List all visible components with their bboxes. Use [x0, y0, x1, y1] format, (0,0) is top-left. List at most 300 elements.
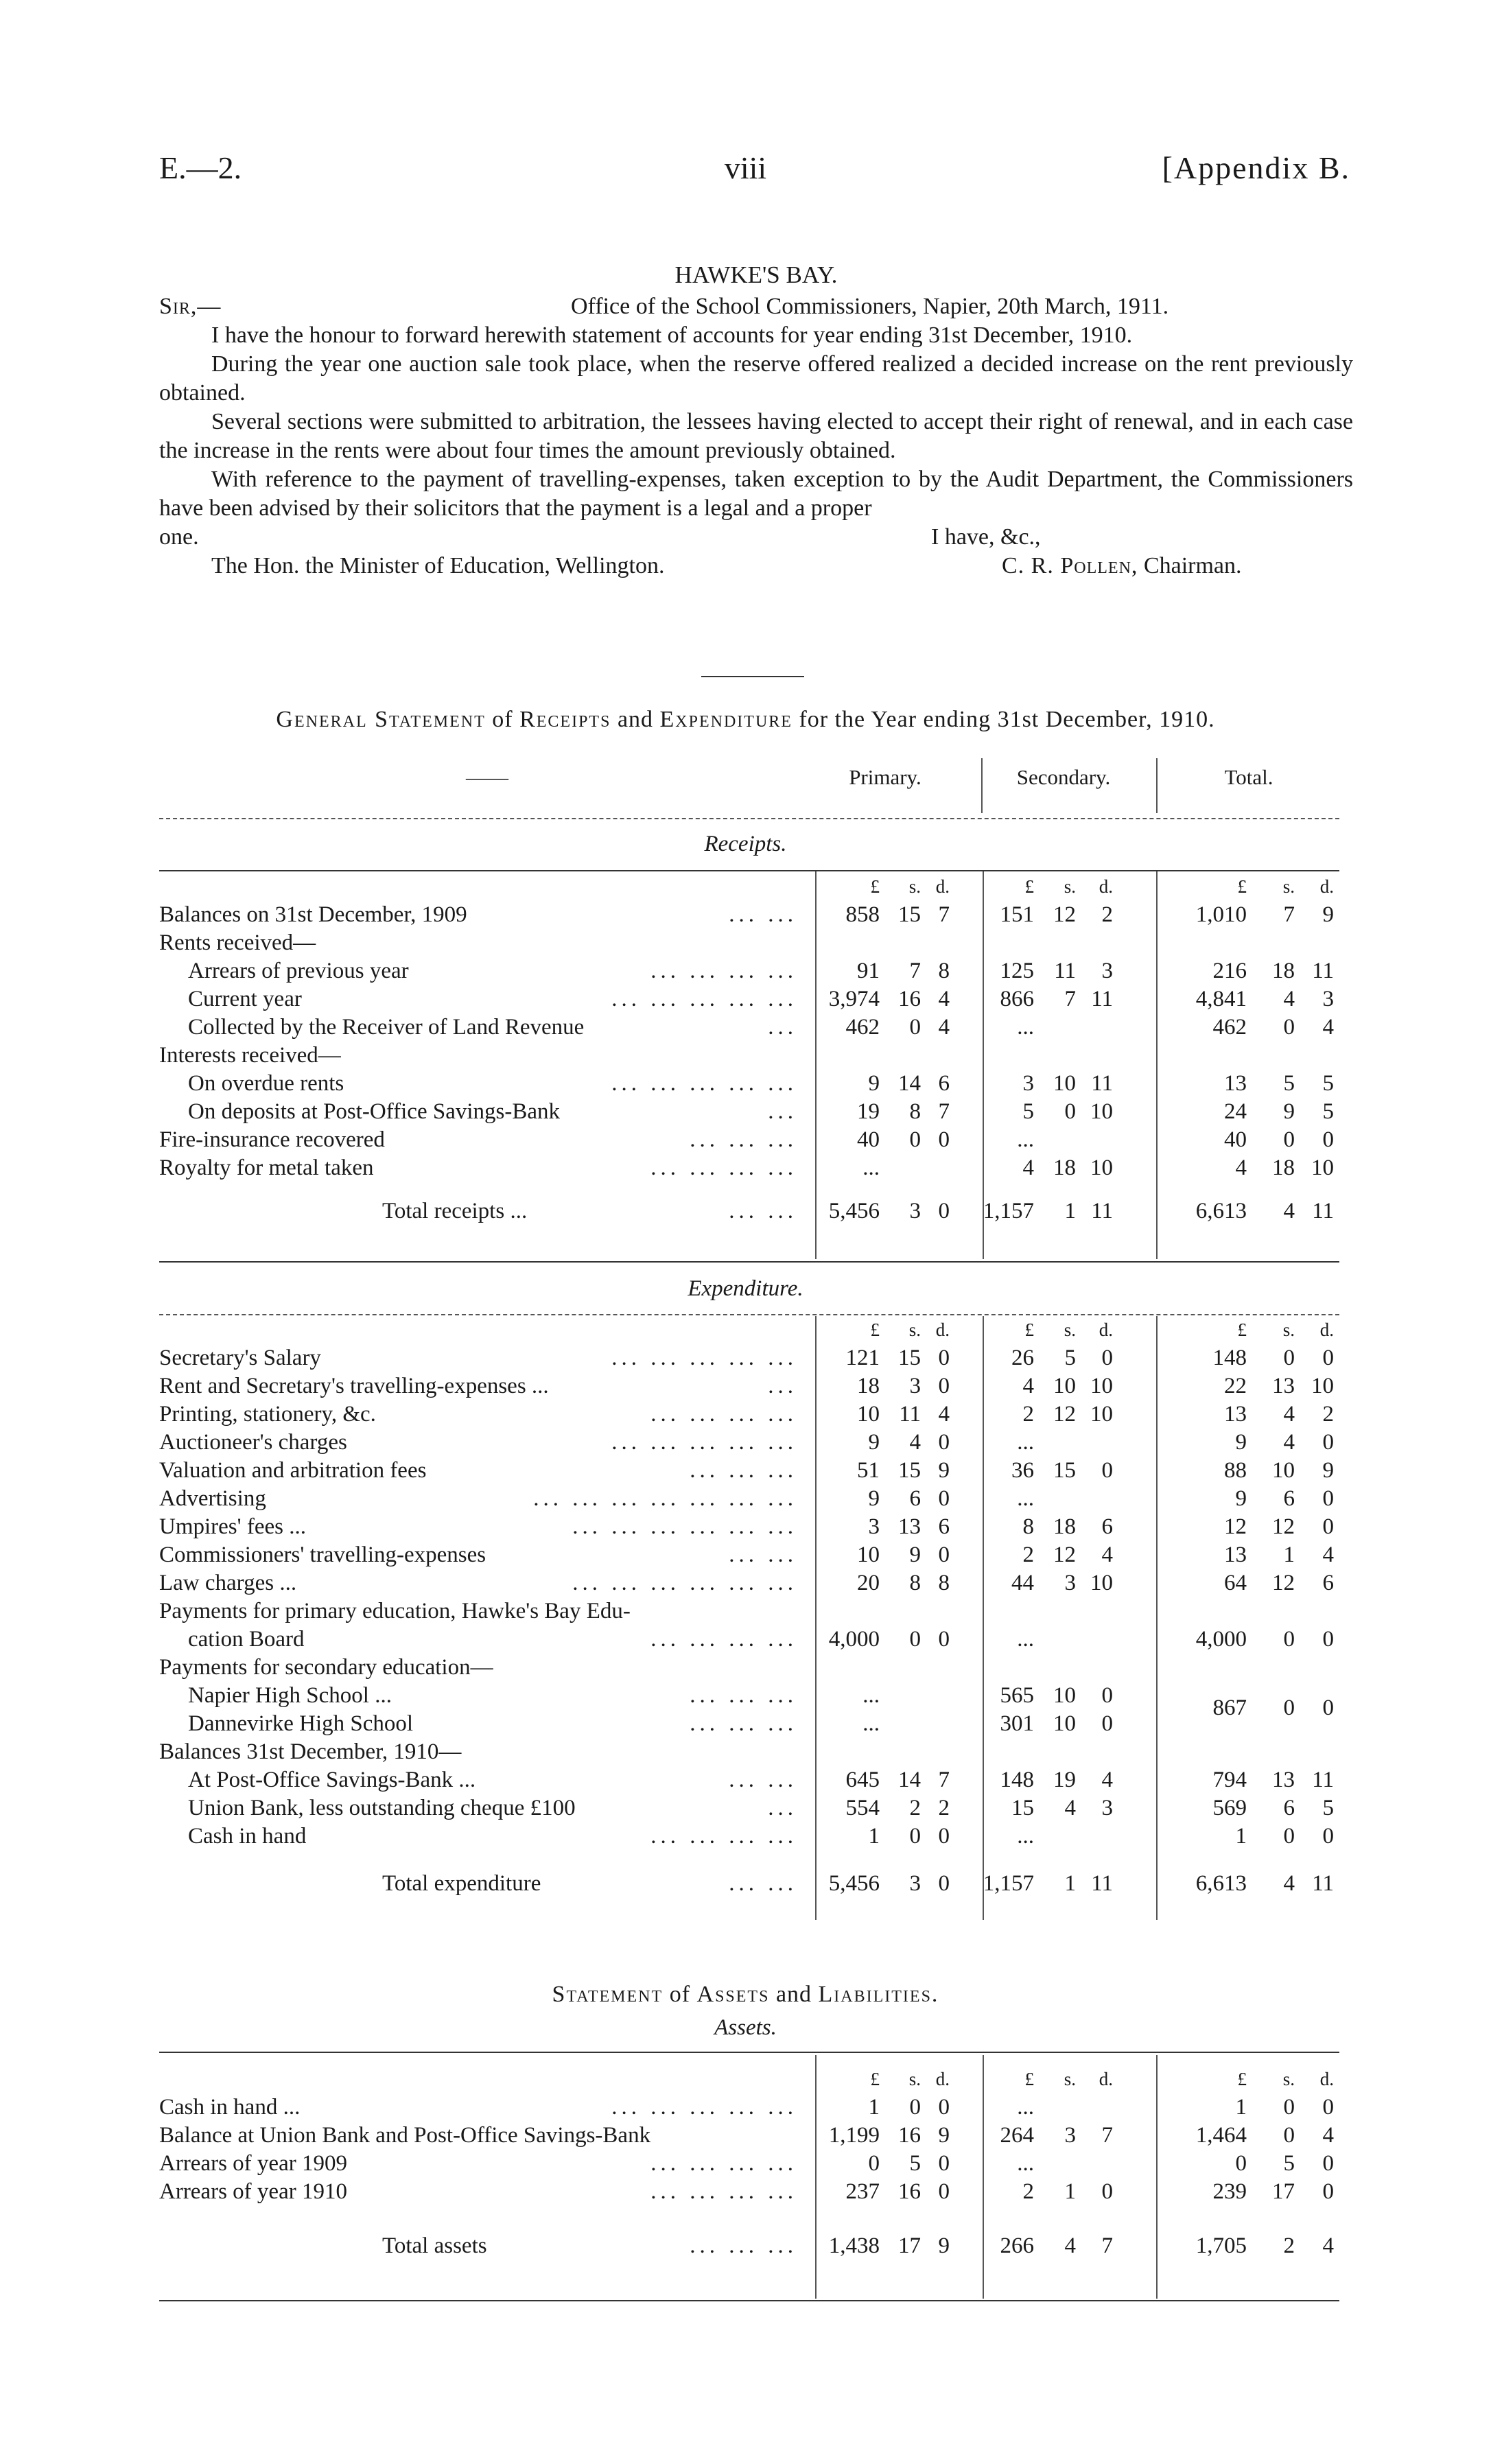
amount-cell: 4 [1283, 987, 1295, 1011]
amount-cell: 5 [909, 2151, 921, 2176]
amount-cell: 12 [1053, 902, 1076, 927]
amount-cell: 0 [1322, 1627, 1334, 1652]
amount-cell: 4 [1283, 1430, 1295, 1455]
amount-cell: 3 [1064, 2123, 1076, 2148]
row-label: Arrears of year 1910 [159, 2179, 347, 2204]
amount-cell: ... [1017, 1824, 1034, 1849]
amount-cell: 11 [1091, 1071, 1113, 1096]
amount-cell: 4,000 [828, 1627, 880, 1652]
amount-cell: 13 [898, 1514, 921, 1539]
amount-cell: 0 [868, 2151, 880, 2176]
letter-paragraph: With reference to the payment of travelling-expenses, taken exception to by the Audit Department, the Commissioners have been advised by their solicitors that the payment is a legal and a proper [159, 467, 1353, 521]
letter-paragraph: During the year one auction sale took place, when the reserve offered realized a decided increase on the rent previously obtained. [159, 351, 1353, 406]
report-code: E.—2. [159, 150, 242, 185]
amount-cell: 64 [1224, 1571, 1247, 1595]
amount-cell: 866 [1000, 987, 1034, 1011]
column-divider [1156, 2055, 1158, 2299]
row-label: Dannevirke High School [188, 1711, 414, 1736]
amount-cell: 121 [845, 1346, 880, 1370]
leader-dots: ... ... ... [690, 1458, 797, 1483]
column-total-heading: Total. [1224, 765, 1273, 789]
amount-cell: 5 [1064, 1346, 1076, 1370]
receipt-row [159, 1042, 1367, 1070]
amount-cell: 9 [909, 1542, 921, 1567]
leader-dots: ... ... ... ... ... [611, 2095, 797, 2120]
amount-cell: 0 [938, 2179, 950, 2204]
amount-cell: 0 [938, 1430, 950, 1455]
amount-cell: 11 [899, 1402, 921, 1427]
amount-cell: 91 [857, 959, 880, 983]
amount-cell: 0 [1101, 2179, 1113, 2204]
amount-cell: 6 [1283, 1796, 1295, 1820]
amount-cell: 1,464 [1195, 2123, 1247, 2148]
expenditure-table [159, 1316, 1367, 1898]
receipt-row [159, 957, 1367, 985]
closing-phrase: I have, &c., [931, 524, 1041, 550]
amount-cell: 18 [1053, 1514, 1076, 1539]
leader-dots: ... [768, 1015, 797, 1040]
amount-cell: 7 [1283, 902, 1295, 927]
amount-cell: 462 [1212, 1015, 1247, 1040]
amount-cell: 0 [1235, 2151, 1247, 2176]
table-rule [159, 1314, 1339, 1315]
amount-cell: 0 [1322, 2179, 1334, 2204]
amount-cell: 151 [1000, 902, 1034, 927]
amount-cell: 148 [1000, 1768, 1034, 1792]
amount-cell: ... [862, 1711, 880, 1736]
amount-cell: 9 [868, 1071, 880, 1096]
amount-cell: 0 [1283, 2095, 1295, 2120]
page-number: viii [724, 150, 767, 185]
leader-dots: ... ... ... ... [650, 2179, 797, 2204]
amount-cell: ... [1017, 1430, 1034, 1455]
amount-cell: 12 [1272, 1514, 1295, 1539]
separator-rule [701, 676, 804, 677]
receipt-row [159, 985, 1367, 1013]
amount-cell: 9 [1283, 1099, 1295, 1124]
amount-cell: 0 [938, 1374, 950, 1398]
amount-cell: ... [1017, 1627, 1034, 1652]
amount-cell: 301 [1000, 1711, 1034, 1736]
receipt-row [159, 929, 1367, 957]
closing-word: one. [159, 524, 199, 550]
amount-cell: 5 [1322, 1099, 1334, 1124]
amount-cell: 7 [1101, 2123, 1113, 2148]
amount-cell: 10 [1090, 1571, 1113, 1595]
row-label: Balances 31st December, 1910— [159, 1739, 462, 1764]
amount-cell: ... [862, 1155, 880, 1180]
leader-dots: ... ... ... [690, 1683, 797, 1708]
column-divider [815, 871, 817, 1259]
amount-cell: 0 [1322, 2151, 1334, 2176]
amount-cell: 2 [1022, 1542, 1034, 1567]
amount-cell: 0 [1064, 1099, 1076, 1124]
amount-cell: 0 [1283, 2123, 1295, 2148]
amount-cell: 2 [1322, 1402, 1334, 1427]
leader-dots: ... ... ... ... [650, 1402, 797, 1427]
amount-cell: 11 [1091, 987, 1113, 1011]
receipt-row [159, 1126, 1367, 1154]
amount-cell: 0 [1322, 1514, 1334, 1539]
amount-cell: 0 [1101, 1458, 1113, 1483]
column-primary-heading: Primary. [849, 765, 921, 789]
asset-row [159, 2093, 1367, 2122]
expenditure-row [159, 1485, 1367, 1513]
assets-rows [159, 2093, 1367, 2206]
salutation: Sir,— [159, 294, 222, 319]
expenditure-row [159, 1541, 1367, 1569]
amount-cell: 0 [1283, 1824, 1295, 1849]
expenditure-row [159, 1344, 1367, 1372]
receipt-row [159, 1098, 1367, 1126]
row-label: Current year [188, 987, 302, 1011]
receipts-total-row: Total receipts ... ... ... 5,456 3 0 1,157 1 11 6,613 4 11 [382, 1199, 1334, 1223]
amount-cell: 9 [938, 2123, 950, 2148]
amount-cell: 3 [1322, 987, 1334, 1011]
amount-cell: 10 [857, 1542, 880, 1567]
amount-cell: 10 [1090, 1374, 1113, 1398]
row-label: Union Bank, less outstanding cheque £100 [188, 1796, 576, 1820]
column-secondary-heading: Secondary. [1016, 765, 1111, 789]
leader-dots: ... ... ... ... [650, 1824, 797, 1849]
amount-cell: 6 [938, 1514, 950, 1539]
amount-cell: 10 [1090, 1402, 1113, 1427]
expenditure-row [159, 1513, 1367, 1541]
amount-cell: 3 [909, 1374, 921, 1398]
amount-cell: 9 [1235, 1430, 1247, 1455]
amount-cell: 12 [1272, 1571, 1295, 1595]
amount-cell: 0 [909, 1015, 921, 1040]
amount-cell: 10 [1053, 1683, 1076, 1708]
assets-heading: Assets. [714, 2015, 777, 2040]
amount-cell: 4 [938, 1402, 950, 1427]
amount-cell: 3 [1101, 959, 1113, 983]
column-divider [983, 1316, 984, 1920]
amount-cell: 2 [1022, 1402, 1034, 1427]
amount-cell: 4 [1022, 1374, 1034, 1398]
row-label: Printing, stationery, &c. [159, 1402, 376, 1427]
amount-cell: 5 [1322, 1796, 1334, 1820]
amount-cell: 0 [909, 1824, 921, 1849]
amount-cell: 216 [1212, 959, 1247, 983]
amount-cell: 3 [1101, 1796, 1113, 1820]
amount-cell: 19 [857, 1099, 880, 1124]
amount-cell: 4 [1235, 1155, 1247, 1180]
amount-cell: ... [862, 1683, 880, 1708]
amount-cell: 40 [1224, 1127, 1247, 1152]
amount-cell: 4 [1322, 1542, 1334, 1567]
expenditure-row [159, 1597, 1367, 1626]
amount-cell: 13 [1224, 1402, 1247, 1427]
amount-cell: 1,199 [828, 2123, 880, 2148]
amount-cell: 10 [1090, 1155, 1113, 1180]
amount-cell: 10 [1053, 1071, 1076, 1096]
amount-cell: 0 [909, 2095, 921, 2120]
amount-cell: 9 [868, 1430, 880, 1455]
table-rule [159, 818, 1339, 819]
amount-cell: 9 [1235, 1486, 1247, 1511]
amount-cell: 2 [1022, 2179, 1034, 2204]
row-label: Balance at Union Bank and Post-Office Savings-Bank [159, 2123, 651, 2148]
row-label: Rent and Secretary's travelling-expenses ... [159, 1374, 549, 1398]
table-rule [159, 2300, 1339, 2301]
amount-cell: 51 [857, 1458, 880, 1483]
leader-dots: ... ... ... [690, 1127, 797, 1152]
general-statement-title: General Statement of Receipts and Expenditure for the Year ending 31st December, 1910. [276, 707, 1215, 732]
asset-row [159, 2150, 1367, 2178]
row-label: Arrears of previous year [188, 959, 409, 983]
amount-cell: 0 [1101, 1711, 1113, 1736]
amount-cell: 264 [1000, 2123, 1034, 2148]
amount-cell: 14 [898, 1768, 921, 1792]
assets-statement-title: Statement of Assets and Liabilities. [552, 1982, 939, 2007]
amount-cell: 11 [1054, 959, 1076, 983]
leader-dots: ... ... ... ... ... ... ... [533, 1486, 797, 1511]
amount-cell: 4 [1064, 1796, 1076, 1820]
amount-cell: 462 [845, 1015, 880, 1040]
leader-dots: ... ... ... ... ... [611, 1346, 797, 1370]
amount-cell: 5 [1322, 1071, 1334, 1096]
expenditure-row [159, 1794, 1367, 1822]
amount-cell: 7 [938, 902, 950, 927]
high-school-total: 867 0 0 [1212, 1696, 1334, 1720]
amount-cell: 15 [1053, 1458, 1076, 1483]
amount-cell: 8 [909, 1099, 921, 1124]
amount-cell: 0 [1322, 2095, 1334, 2120]
amount-cell: 5 [1283, 1071, 1295, 1096]
leader-dots: ... [768, 1099, 797, 1124]
amount-cell: 4 [1101, 1542, 1113, 1567]
row-label: Commissioners' travelling-expenses [159, 1542, 486, 1567]
expenditure-rows [159, 1344, 1367, 1851]
amount-cell: 16 [898, 2179, 921, 2204]
amount-cell: 17 [1272, 2179, 1295, 2204]
leader-dots: ... ... [729, 1768, 797, 1792]
column-divider [1156, 1316, 1158, 1920]
amount-cell: 3,974 [828, 987, 880, 1011]
amount-cell: 9 [1322, 902, 1334, 927]
amount-cell: 2 [938, 1796, 950, 1820]
amount-cell: 11 [1312, 959, 1334, 983]
amount-cell: 794 [1212, 1768, 1247, 1792]
receipts-table [159, 873, 1367, 1225]
amount-cell: 10 [1311, 1155, 1334, 1180]
amount-cell: 26 [1011, 1346, 1034, 1370]
row-label: At Post-Office Savings-Bank ... [188, 1768, 476, 1792]
amount-cell: 0 [938, 1627, 950, 1652]
units-row: £ s. d. £ s. d. £ s. d. [870, 1319, 1334, 1340]
row-label: Cash in hand ... [159, 2095, 301, 2120]
row-label: Secretary's Salary [159, 1346, 321, 1370]
amount-cell: 10 [1090, 1099, 1113, 1124]
expenditure-row [159, 1654, 1367, 1682]
amount-cell: 18 [1053, 1155, 1076, 1180]
amount-cell: 13 [1224, 1071, 1247, 1096]
amount-cell: 16 [898, 987, 921, 1011]
table-rule [159, 870, 1339, 871]
amount-cell: 0 [938, 1346, 950, 1370]
leader-dots: ... ... ... ... [650, 2151, 797, 2176]
amount-cell: 0 [1283, 1346, 1295, 1370]
assets-table [159, 2065, 1367, 2260]
leader-dots: ... ... ... ... [650, 1155, 797, 1180]
amount-cell: 13 [1272, 1768, 1295, 1792]
signature [1002, 552, 1242, 580]
amount-cell: 9 [938, 1458, 950, 1483]
amount-cell: 6 [1101, 1514, 1113, 1539]
amount-cell: 7 [938, 1099, 950, 1124]
amount-cell: 15 [1011, 1796, 1034, 1820]
amount-cell: ... [1017, 1486, 1034, 1511]
amount-cell: 18 [857, 1374, 880, 1398]
amount-cell: 0 [1101, 1346, 1113, 1370]
amount-cell: 645 [845, 1768, 880, 1792]
row-label: Umpires' fees ... [159, 1514, 306, 1539]
amount-cell: 18 [1272, 959, 1295, 983]
amount-cell: 14 [898, 1071, 921, 1096]
commissioners-letter [159, 261, 1353, 580]
amount-cell: 1 [1283, 1542, 1295, 1567]
expenditure-row [159, 1626, 1367, 1654]
expenditure-total-row: Total expenditure ... ... 5,456 3 0 1,157 1 11 6,613 4 11 [382, 1871, 1334, 1896]
amount-cell: 0 [1283, 1127, 1295, 1152]
leader-dots: ... [768, 1796, 797, 1820]
expenditure-row [159, 1738, 1367, 1766]
amount-cell: 36 [1011, 1458, 1034, 1483]
leader-dots: ... ... ... ... ... [611, 1430, 797, 1455]
row-label: Payments for primary education, Hawke's Bay Edu- [159, 1599, 631, 1623]
amount-cell: 0 [938, 2095, 950, 2120]
amount-cell: 1 [1064, 2179, 1076, 2204]
addressee: The Hon. the Minister of Education, Wellington. [211, 553, 665, 578]
table-rule [159, 2052, 1339, 2053]
receipt-row [159, 1070, 1367, 1098]
amount-cell: 3 [868, 1514, 880, 1539]
amount-cell: ... [1017, 1127, 1034, 1152]
region-title: HAWKE'S BAY. [674, 261, 838, 288]
row-label: cation Board [188, 1627, 305, 1652]
amount-cell: 4,841 [1195, 987, 1247, 1011]
amount-cell: 40 [857, 1127, 880, 1152]
amount-cell: 15 [898, 902, 921, 927]
amount-cell: 9 [1322, 1458, 1334, 1483]
units-row: £ s. d. £ s. d. £ s. d. [870, 2069, 1334, 2089]
amount-cell: ... [1017, 2151, 1034, 2176]
expenditure-row [159, 1822, 1367, 1851]
leader-dots: ... ... ... ... [650, 1627, 797, 1652]
amount-cell: ... [1017, 2095, 1034, 2120]
receipt-row [159, 1154, 1367, 1182]
column-blank-heading: —— [466, 765, 508, 789]
row-label: Payments for secondary education— [159, 1655, 493, 1680]
appendix-label: [Appendix B. [1162, 150, 1350, 185]
amount-cell: 0 [909, 1127, 921, 1152]
amount-cell: 4 [1101, 1768, 1113, 1792]
table-rule [159, 1261, 1339, 1263]
amount-cell: 3 [1022, 1071, 1034, 1096]
amount-cell: 5 [1022, 1099, 1034, 1124]
row-label: Royalty for metal taken [159, 1155, 374, 1180]
amount-cell: 6 [938, 1071, 950, 1096]
amount-cell: 7 [1064, 987, 1076, 1011]
amount-cell: 6 [1283, 1486, 1295, 1511]
amount-cell: 0 [938, 1542, 950, 1567]
amount-cell: 16 [898, 2123, 921, 2148]
amount-cell: 24 [1224, 1099, 1247, 1124]
amount-cell: 125 [1000, 959, 1034, 983]
amount-cell: 12 [1224, 1514, 1247, 1539]
leader-dots: ... [768, 1374, 797, 1398]
amount-cell: 5 [1283, 2151, 1295, 2176]
column-divider [983, 871, 984, 1259]
expenditure-row [159, 1457, 1367, 1485]
letter-paragraph: I have the honour to forward herewith statement of accounts for year ending 31st December, 1910. [211, 322, 1133, 348]
column-divider [981, 758, 983, 813]
amount-cell: 0 [938, 1127, 950, 1152]
amount-cell: 88 [1224, 1458, 1247, 1483]
amount-cell: 4 [938, 1015, 950, 1040]
amount-cell: 18 [1272, 1155, 1295, 1180]
amount-cell: 3 [1064, 1571, 1076, 1595]
expenditure-row [159, 1569, 1367, 1597]
amount-cell: 1 [1235, 1824, 1247, 1849]
assets-total-row: Total assets ... ... ... 1,438 17 9 266 4 7 1,705 2 4 [382, 2233, 1334, 2258]
amount-cell: 569 [1212, 1796, 1247, 1820]
expenditure-row [159, 1400, 1367, 1429]
expenditure-row [159, 1429, 1367, 1457]
amount-cell: 13 [1272, 1374, 1295, 1398]
column-divider [983, 2055, 984, 2299]
amount-cell: 10 [1272, 1458, 1295, 1483]
amount-cell: 15 [898, 1346, 921, 1370]
amount-cell: 15 [898, 1458, 921, 1483]
amount-cell: 858 [845, 902, 880, 927]
amount-cell: 554 [845, 1796, 880, 1820]
amount-cell: 7 [938, 1768, 950, 1792]
amount-cell: 10 [857, 1402, 880, 1427]
units-row: £ s. d. £ s. d. £ s. d. [870, 876, 1334, 897]
row-label: On overdue rents [188, 1071, 344, 1096]
amount-cell: 10 [1053, 1374, 1076, 1398]
receipt-row [159, 901, 1367, 929]
amount-cell: 8 [909, 1571, 921, 1595]
column-divider [1156, 758, 1158, 813]
amount-cell: 0 [938, 1824, 950, 1849]
amount-cell: 0 [1322, 1346, 1334, 1370]
row-label: Balances on 31st December, 1909 [159, 902, 467, 927]
amount-cell: 4 [1283, 1402, 1295, 1427]
expenditure-heading: Expenditure. [688, 1276, 803, 1301]
row-label: Collected by the Receiver of Land Revenue [188, 1015, 585, 1040]
amount-cell: 1,010 [1195, 902, 1247, 927]
row-label: On deposits at Post-Office Savings-Bank [188, 1099, 561, 1124]
amount-cell: 0 [1322, 1430, 1334, 1455]
row-label: Rents received— [159, 930, 316, 955]
amount-cell: 237 [845, 2179, 880, 2204]
amount-cell: ... [1017, 1015, 1034, 1040]
amount-cell: 0 [1283, 1627, 1295, 1652]
amount-cell: 7 [909, 959, 921, 983]
expenditure-row [159, 1766, 1367, 1794]
leader-dots: ... ... ... ... ... ... [572, 1514, 797, 1539]
amount-cell: 4 [1322, 2123, 1334, 2148]
amount-cell: 20 [857, 1571, 880, 1595]
row-label: Auctioneer's charges [159, 1430, 347, 1455]
receipt-row [159, 1013, 1367, 1042]
amount-cell: 10 [1053, 1711, 1076, 1736]
amount-cell: 22 [1224, 1374, 1247, 1398]
amount-cell: 0 [1322, 1486, 1334, 1511]
